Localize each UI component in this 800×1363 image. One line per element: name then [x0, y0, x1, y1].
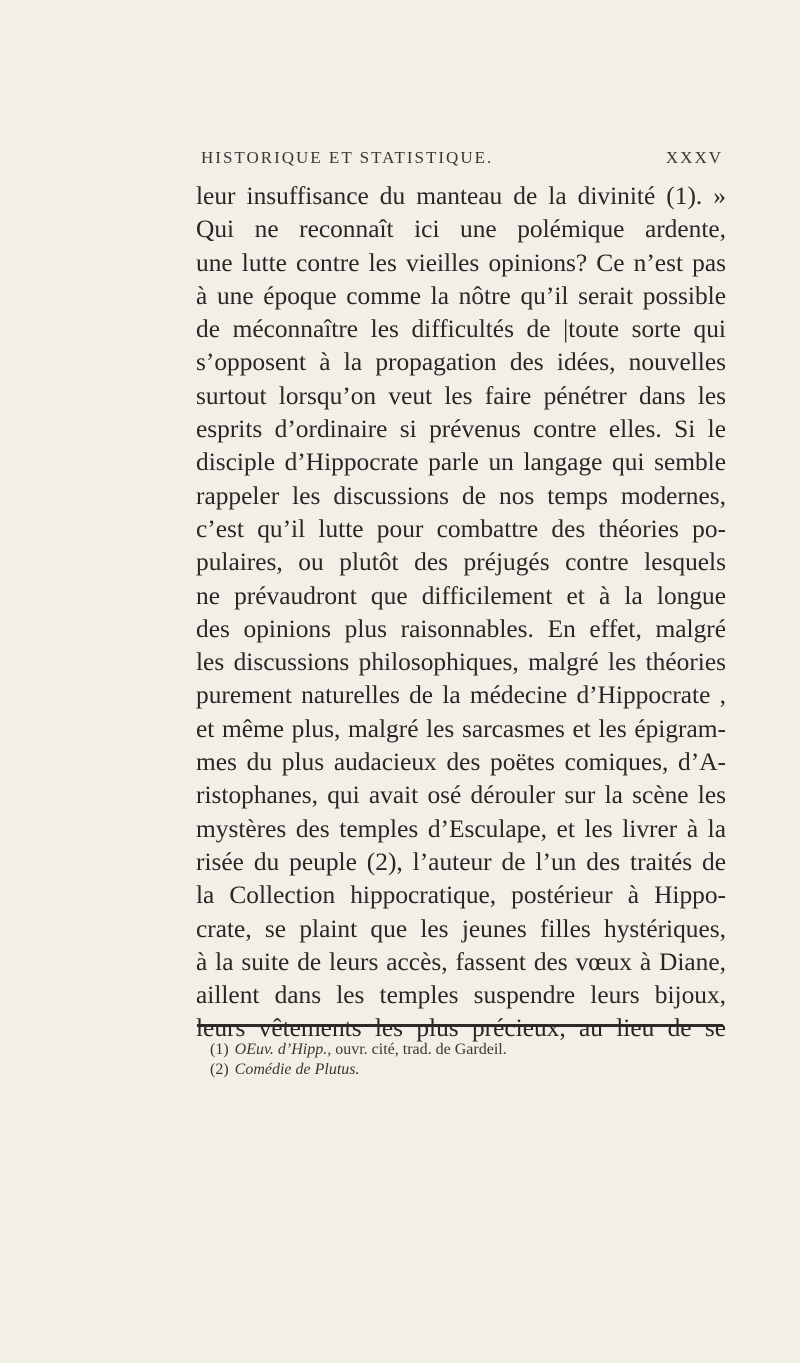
text-line: Qui ne reconnaît ici une polémique ardente,	[196, 215, 726, 244]
text-line: s’opposent à la propagation des idées, nouvelles	[196, 348, 726, 377]
footnote-marker: (2)	[210, 1061, 229, 1078]
text-line: de méconnaître les difficultés de |toute sorte qui	[196, 315, 726, 344]
footnote-marker: (1)	[210, 1041, 229, 1058]
text-line: aillent dans les temples suspendre leurs bijoux,	[196, 981, 726, 1010]
text-line: rappeler les discussions de nos temps modernes,	[196, 481, 726, 510]
text-line: risée du peuple (2), l’auteur de l’un des traités de	[196, 847, 726, 876]
text-line: à la suite de leurs accès, fassent des vœux à Diane,	[196, 947, 726, 976]
running-title: HISTORIQUE ET STATISTIQUE.	[201, 148, 494, 167]
text-line: disciple d’Hippocrate parle un langage qui semble	[196, 448, 726, 477]
text-line: esprits d’ordinaire si prévenus contre elles. Si le	[196, 415, 726, 444]
footnote-text: ouvr. cité, trad. de Gardeil.	[331, 1041, 507, 1058]
footnote-1	[210, 1040, 710, 1060]
text-line: c’est qu’il lutte pour combattre des théories po-	[196, 514, 726, 543]
text-line: à une époque comme la nôtre qu’il serait possible	[196, 281, 726, 310]
running-header	[201, 148, 723, 172]
footnote-rule	[197, 1024, 723, 1027]
text-line: purement naturelles de la médecine d’Hippocrate ,	[196, 681, 726, 710]
text-line: une lutte contre les vieilles opinions? Ce n’est pas	[196, 248, 726, 277]
text-line: leur insuffisance du manteau de la divinité (1). »	[196, 182, 726, 210]
text-line: leurs vêtements les plus précieux, au lieu de se	[196, 1014, 726, 1043]
text-line: crate, se plaint que les jeunes filles hystériques,	[196, 914, 726, 943]
text-line: et même plus, malgré les sarcasmes et les épigram-	[196, 714, 726, 743]
text-line: ristophanes, qui avait osé dérouler sur la scène les	[196, 781, 726, 810]
text-line: surtout lorsqu’on veut les faire pénétrer dans les	[196, 381, 726, 410]
footnote-citation: Comédie de Plutus.	[234, 1061, 360, 1078]
text-line: pulaires, ou plutôt des préjugés contre lesquels	[196, 548, 726, 577]
text-line: ne prévaudront que difficilement et à la longue	[196, 581, 726, 610]
page-number: XXXV	[665, 148, 723, 167]
body-text	[196, 180, 726, 1046]
text-line: mes du plus audacieux des poëtes comiques, d’A-	[196, 748, 726, 777]
footnote-2	[210, 1060, 710, 1080]
text-line: mystères des temples d’Esculape, et les livrer à la	[196, 814, 726, 843]
text-line: les discussions philosophiques, malgré les théories	[196, 648, 726, 677]
footnotes	[210, 1040, 710, 1080]
text-line: des opinions plus raisonnables. En effet, malgré	[196, 614, 726, 643]
footnote-citation: OEuv. d’Hipp.,	[234, 1041, 332, 1058]
text-line: la Collection hippocratique, postérieur à Hippo-	[196, 881, 726, 910]
